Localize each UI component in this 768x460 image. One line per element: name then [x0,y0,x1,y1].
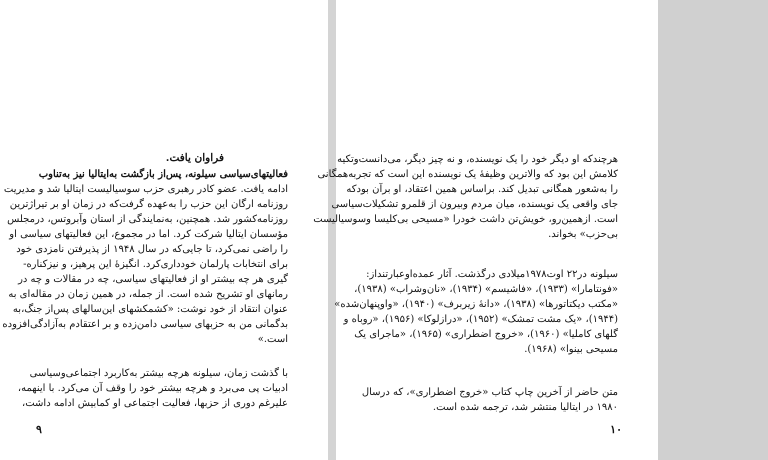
left-heading: فراوان یافت. [165,152,224,164]
text-line: هرچندکه او دیگر خود را یک نویسنده، و نه چیز دیگر، می‌دانست‌وتکیه [337,154,618,165]
text-line: ادامه یافت. عضو کادر رهبری حزب سوسیالیست ایتالیا شد و مدیریت [3,184,288,195]
text-line: است. ازهمین‌رو، خویش‌تن داشت خودرا «مسیحی بی‌کلیسا وسوسیالیست [313,214,618,225]
text-line: کلامش این بود که والاترین وظیفهٔ یک نویسنده این است که تجربه‌همگانی [317,169,618,180]
text-line: رمانهای او تشریح شده است. از جمله، در همین زمان در مقاله‌ای به [8,289,288,300]
right-page-number: ۱۰ [610,423,622,436]
left-page-number: ۹ [36,423,42,436]
text-line: متن حاضر از آخرین چاپ کتاب «خروج اضطراری»، که درسال [361,387,618,398]
right-page [313,0,658,460]
text-line: روزنامه‌کشور شد. همچنین، به‌نمایندگی از استان وآبروتس، درمجلس [7,214,288,225]
left-paragraph-2 [17,366,288,411]
text-line: را راضی نمی‌کرد، تا جایی‌که در سال ۱۹۴۸ از پذیرفتن نامزدی خود [16,244,288,255]
text-line: گیری هر چه بیشتر او از فعالیتهای سیاسی، چه در مقالات و چه در [18,274,288,285]
text-line: ۱۹۸۰ در ایتالیا منتشر شد، ترجمه شده است. [432,402,618,413]
text-line: سیلونه در۲۲ اوت۱۹۷۸میلادی درگذشت. آثار عمده‌اوعبارتنداز: [366,269,618,280]
left-paragraph-1 [2,167,288,347]
text-line: «مکتب دیکتاتورها» (۱۹۳۸)، «دانهٔ زیربرف» (۱۹۴۰)، «واوپنهان‌شده» [334,299,618,310]
text-line: برای انتخابات پارلمان خودداری‌کرد. انگیزهٔ این پرهیز، و نیزکناره- [23,259,288,270]
viewer-background [658,0,768,460]
left-page [0,0,328,460]
page-gutter [328,0,336,460]
text-line: «فونتامارا» (۱۹۳۳)، «فاشیسم» (۱۹۳۴)، «نان‌وشراب» (۱۹۳۸)، [354,284,618,295]
text-line: فعالیتهای‌سیاسی سیلونه، پس‌از بازگشت به‌ایتالیا نیز به‌تناوب [38,169,288,180]
right-paragraph-3 [361,385,618,415]
right-paragraph-1 [313,152,618,242]
text-line: (۱۹۴۴)، «یک مشت تمشک» (۱۹۵۲)، «درازلوکا» (۱۹۵۶)، «روباه و [343,314,618,325]
right-paragraph-2 [334,267,618,357]
text-line: گلهای کاملیا» (۱۹۶۰)، «خروج اضطراری» (۱۹۶۵)، «ماجرای یک [354,329,618,340]
text-line: عنوان انتقاد از خود نوشت: «کشمکشهای این‌سالهای پس‌از جنگ،به [12,304,288,315]
text-line: مؤسسان ایتالیا شرکت کرد. اما در مجموع، این فعالیتهای سیاسی او [9,229,288,240]
text-line: با گذشت زمان، سیلونه هرچه بیشتر به‌کاربرد اجتماعی‌وسیاسی [29,368,288,379]
text-line: را به‌شعور همگانی تبدیل کند. براساس همین اعتقاد، او برآن بودکه [346,184,618,195]
text-line: مسیحی بینوا» (۱۹۶۸). [524,344,618,355]
text-line: بدگمانی من به حزبهای سیاسی دامن‌زده و بر اعتقادم به‌آزادگی‌افزوده [2,319,288,330]
text-line: جای واقعی یک نویسنده، میان مردم وبیرون از قلمرو تشکیلات‌سیاسی [331,199,618,210]
text-line: ادبیات پی می‌برد و هرچه بیشتر خود را وقف آن می‌کرد. با اینهمه، [17,383,288,394]
text-line: روزنامه ارگان این حزب را به‌عهده گرفت‌که در زمان او بر تیراژترین [9,199,288,210]
text-line: بی‌حزب» بخواند. [548,229,618,240]
text-line: علیرغم دوری از حزبها، فعالیت اجتماعی او کمابیش ادامه داشت، [22,398,288,409]
text-line: است.» [257,334,288,345]
